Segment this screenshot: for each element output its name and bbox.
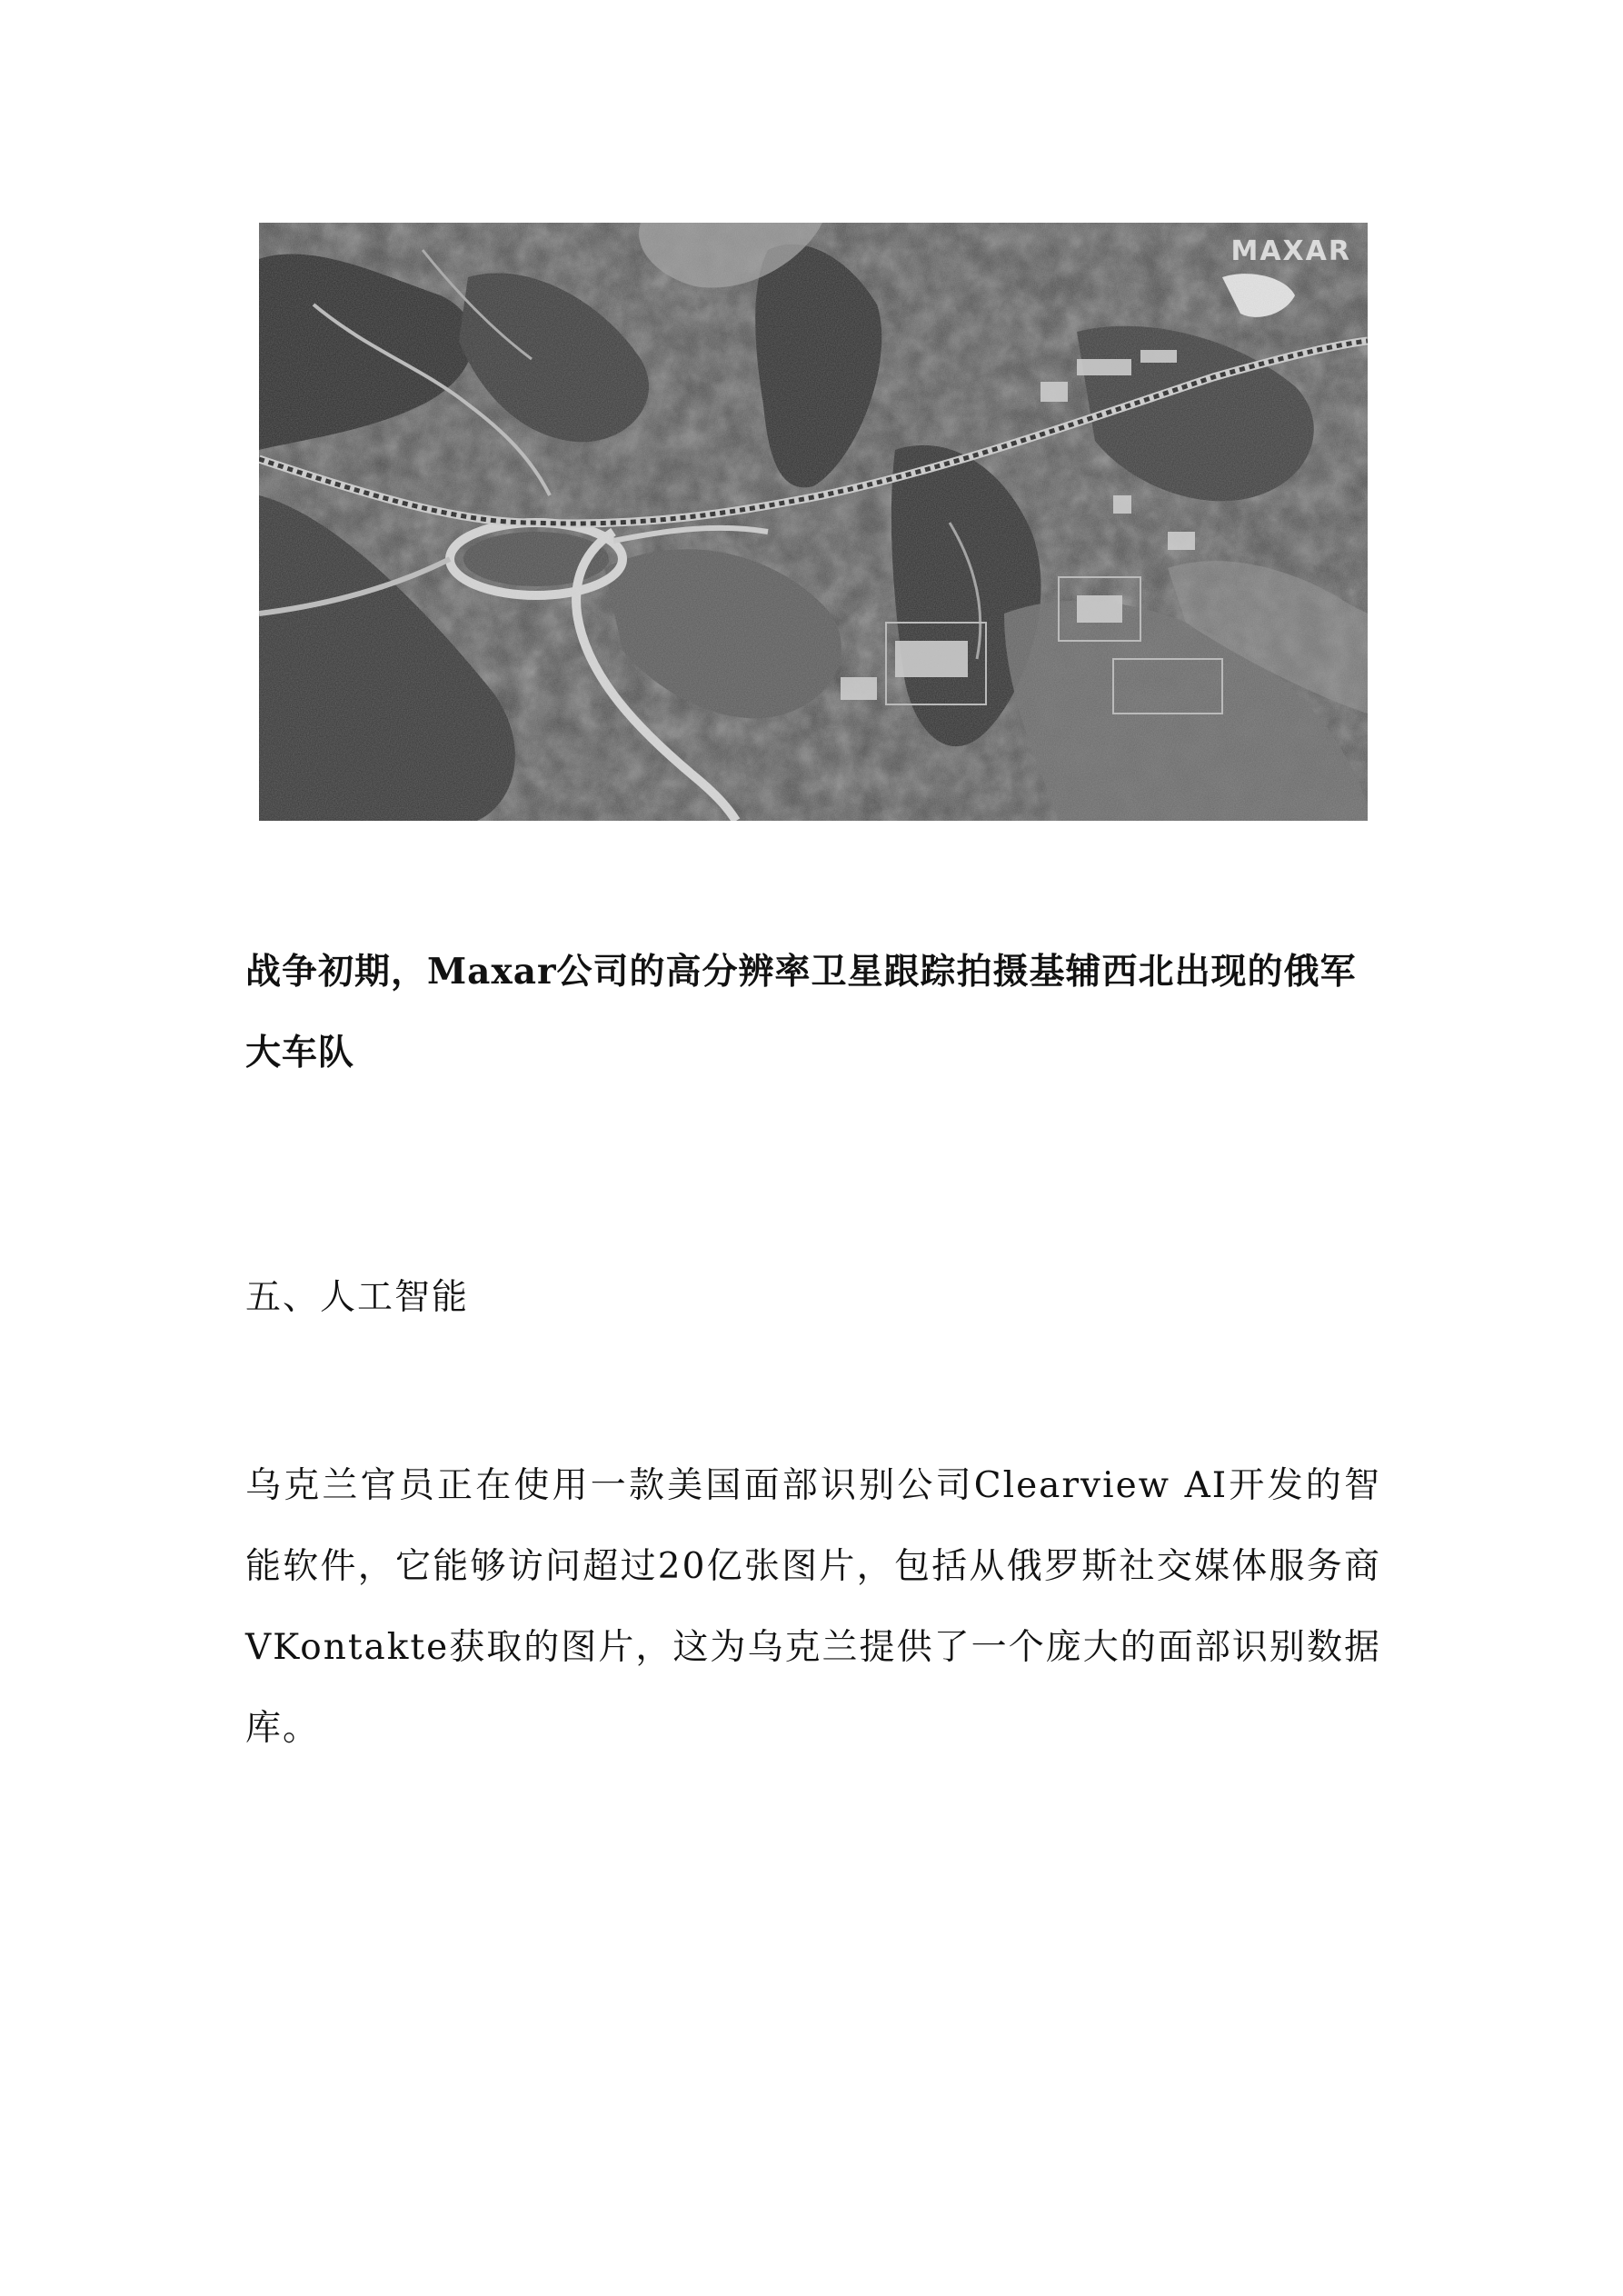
body-paragraph: 乌克兰官员正在使用一款美国面部识别公司Clearview AI开发的智能软件，它能够访问超过20亿张图片，包括从俄罗斯社交媒体服务商VKontakte获取的图片，这为乌克兰提供了一个庞大的面部识别数据库。 [245, 1465, 1381, 1749]
satellite-photo-graphic [259, 223, 1368, 821]
figure-caption: 战争初期，Maxar公司的高分辨率卫星跟踪拍摄基辅西北出现的俄军大车队 [245, 951, 1357, 1073]
satellite-image [259, 223, 1368, 821]
section-heading: 五、人工智能 [245, 1277, 470, 1318]
maxar-watermark: MAXAR [1230, 235, 1351, 267]
